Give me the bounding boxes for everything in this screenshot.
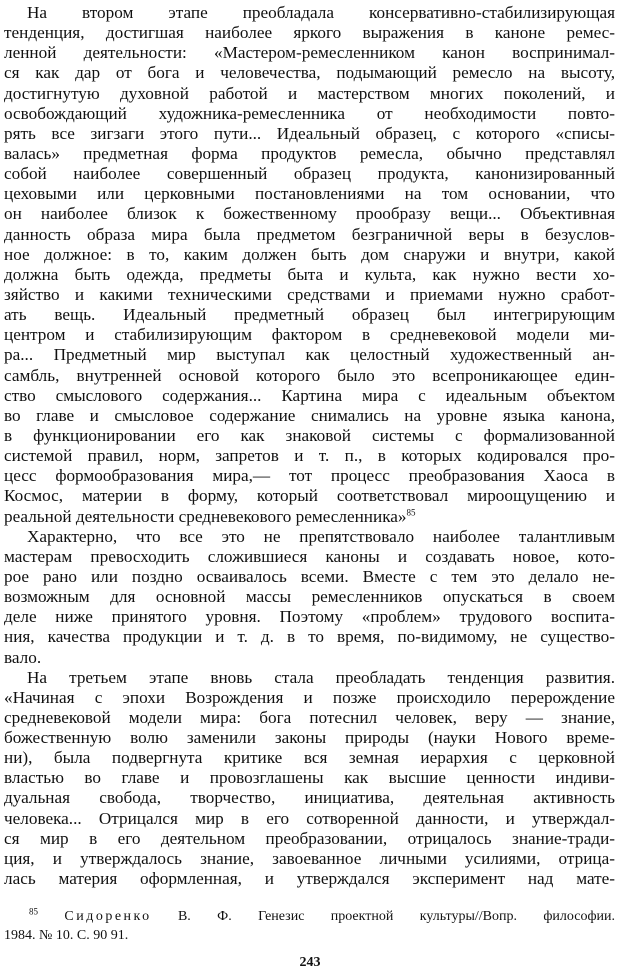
text-line: властью во главе и провозглашены как высшие ценности индиви- <box>4 768 615 788</box>
text-line: ное должное: в то, каким должен быть дом снаружи и внутри, какой <box>4 244 615 264</box>
text-line: во главе и смысловое содержание снимались на уровне языка канона, <box>4 405 615 425</box>
footnote-line: 1984. № 10. С. 90 91. <box>4 928 129 943</box>
text-line: На втором этапе преобладала консервативно-стабилизирующая <box>27 3 615 22</box>
text-line: в функционировании его как знаковой системы с формализованной <box>4 425 615 445</box>
text-line: рое рано или поздно осваивалось всеми. Вместе с тем это делало не- <box>4 566 615 586</box>
text-line: ся мир в его деятельном преобразовании, отрицалось знание-тради- <box>4 828 615 848</box>
footnote <box>4 907 615 945</box>
main-text <box>4 3 615 889</box>
text-line: возможным для основной массы ремесленников опускаться в своем <box>4 587 615 607</box>
text-line: ать вещь. Идеальный предметный образец был интегрирующим <box>4 305 615 325</box>
text-line: он наиболее близок к божественному прообразу вещи... Объективная <box>4 204 615 224</box>
text-line: должна быть одежда, предметы быта и культа, как нужно вести хо- <box>4 264 615 284</box>
text-line: зяйство и какими техническими средствами и приемами нужно сработ- <box>4 284 615 304</box>
text-line: центром и стабилизирующим фактором в средневековой модели ми- <box>4 325 615 345</box>
footnote-author: Сидоренко <box>64 909 152 924</box>
text-line: ленной деятельности: «Мастером-ремесленником канон воспринимал- <box>4 43 615 63</box>
text-line: данность образа мира была предметом безграничной веры в безуслов- <box>4 224 615 244</box>
text-line: лась материя оформленная, и утверждался эксперимент над мате- <box>4 869 615 889</box>
text-line: мастерам превосходить сложившиеся каноны и создавать новое, кото- <box>4 546 615 566</box>
paragraph-1 <box>4 3 615 527</box>
text-line: ся как дар от бога и человечества, подымающий ремесло на высоту, <box>4 63 615 83</box>
text-line: человека... Отрицался мир в его сотворенной данности, и утверждал- <box>4 808 615 828</box>
text-line: Космос, материи в форму, который соответствовал мироощущению и <box>4 486 615 506</box>
text-line: освобождающий художника-ремесленника от необходимости повто- <box>4 103 615 123</box>
text-line: тенденция, достигшая наиболее яркого выражения в каноне ремес- <box>4 23 615 43</box>
text-line: ра... Предметный мир выступал как целостный художественный ан- <box>4 345 615 365</box>
text-line: ния, качества продукции и т. д. в то время, по-видимому, не существо- <box>4 627 615 647</box>
paragraph-2 <box>4 527 615 668</box>
text-line: достигнутую духовной работой и мастерством многих поколений, и <box>4 83 615 103</box>
text-line: средневековой модели мира: бога потеснил человек, веру — знание, <box>4 707 615 727</box>
text-line: деле ниже принятого уровня. Поэтому «проблем» трудового воспита- <box>4 607 615 627</box>
text-line: вало. <box>4 647 42 667</box>
footnote-number: 85 <box>29 907 38 917</box>
text-line: Характерно, что все это не препятствовало наиболее талантливым <box>27 526 615 546</box>
text-line: цесс формообразования мира,— тот процесс преобразования Хаоса в <box>4 466 615 486</box>
text-line: «Начиная с эпохи Возрождения и позже происходило перерождение <box>4 687 615 707</box>
text-line: ни), была подвергнута критике вся земная иерархия с церковной <box>4 748 615 768</box>
paragraph-3 <box>4 668 615 890</box>
text-line: валась» предметная форма продуктов ремесла, обычно представлял <box>4 143 615 163</box>
page-number: 243 <box>299 955 321 970</box>
text-line: божественную волю заменили законы природы (науки Нового време- <box>4 728 615 748</box>
text-line: ция, и утверждалось знание, завоеванное личными усилиями, отрица- <box>4 848 615 868</box>
text-line: На третьем этапе вновь стала преобладать тенденция развития. <box>27 667 615 687</box>
text-line-content: реальной деятельности средневекового ремесленника» <box>4 506 407 526</box>
text-line: цеховыми или церковными постановлениями на том основании, что <box>4 184 615 204</box>
text-line: собой наиболее совершенный образец продукта, канонизированный <box>4 164 615 184</box>
text-line: самбль, внутренней основой которого было это всепроникающее един- <box>4 365 615 385</box>
footnote-citation: В. Ф. Генезис проектной культуры//Вопр. философии. <box>177 909 615 924</box>
footnote-line <box>4 907 615 926</box>
text-line: дуальная свобода, творчество, инициатива, деятельная активность <box>4 788 615 808</box>
text-line: системой правил, норм, запретов и т. п., в которых кодировался про- <box>4 446 615 466</box>
text-line: ство смыслового содержания... Картина мира с идеальным объектом <box>4 385 615 405</box>
text-line: рять все зигзаги этого пути... Идеальный образец, с которого «списы- <box>4 123 615 143</box>
footnote-reference[interactable]: 85 <box>406 506 416 517</box>
text-line <box>4 507 615 527</box>
